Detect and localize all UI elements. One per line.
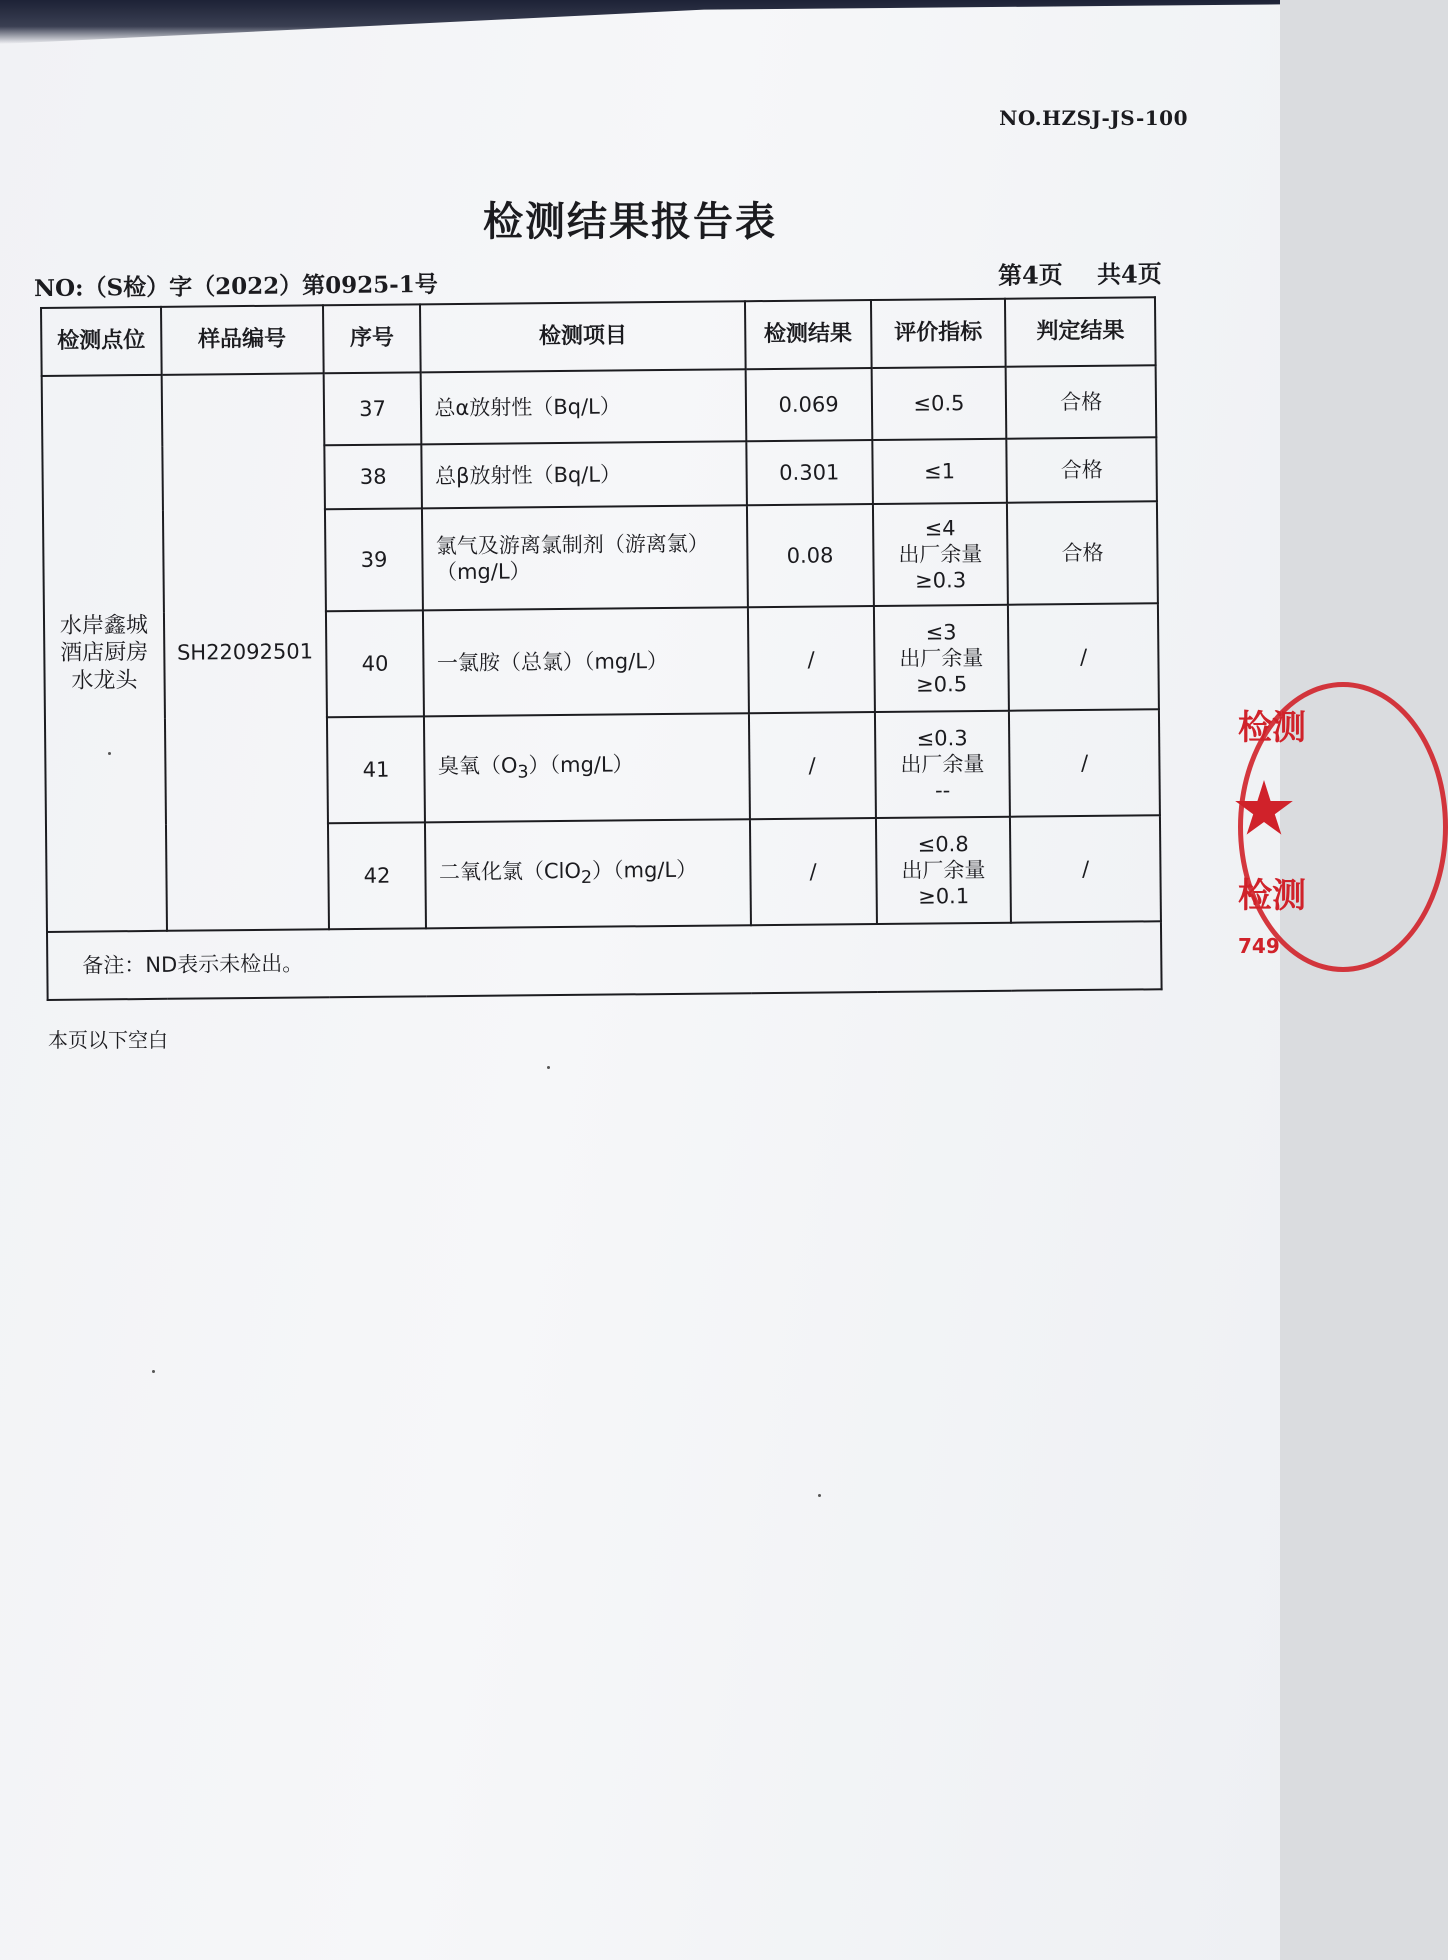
paper-speck [818, 1494, 821, 1497]
criteria-line: 出厂余量 [898, 541, 983, 567]
location-line: 水龙头 [71, 667, 138, 694]
page-total: 共4页 [1097, 259, 1163, 289]
seal-number: 749 [1238, 934, 1280, 958]
row-no: 42 [328, 822, 427, 929]
item-text: 臭氧（O [437, 753, 518, 779]
row-criteria: ≤0.5 [871, 367, 1006, 440]
row-result: 0.069 [745, 368, 871, 441]
header-location: 检测点位 [41, 307, 161, 376]
criteria-line: ≥0.5 [916, 672, 968, 697]
item-text: ）（mg/L） [591, 857, 698, 883]
criteria-line: ≤4 [924, 515, 956, 541]
document-id-code: NO.HZSJ-JS-100 [999, 106, 1188, 130]
page-current: 第4页 [998, 260, 1064, 290]
row-result: / [749, 712, 876, 819]
criteria-line: ≤0.8 [917, 831, 969, 857]
location-line: 酒店厨房 [60, 640, 149, 667]
row-item: 总β放射性（Bq/L） [422, 441, 747, 508]
row-result: 0.08 [747, 504, 874, 607]
results-table-container [40, 296, 1163, 1001]
row-result: 0.301 [746, 440, 872, 505]
row-criteria [873, 503, 1009, 606]
item-line: （mg/L） [435, 559, 531, 585]
row-judgement: 合格 [1007, 501, 1158, 604]
header-test-item: 检测项目 [420, 301, 745, 372]
row-criteria: ≤1 [872, 439, 1007, 504]
row-judgement: / [1010, 815, 1161, 922]
report-number: NO:（S检）字（2022）第0925-1号 [33, 270, 438, 303]
row-no: 41 [327, 716, 426, 823]
row-item: 一氯胺（总氯）（mg/L） [423, 607, 748, 716]
header-result: 检测结果 [745, 300, 871, 369]
criteria-line: ≥0.3 [915, 568, 967, 593]
results-table [40, 296, 1163, 1001]
table-header-row [41, 297, 1156, 376]
row-no: 38 [324, 444, 422, 509]
row-no: 40 [326, 610, 425, 717]
row-judgement: 合格 [1007, 437, 1157, 502]
row-no: 39 [325, 508, 424, 611]
sample-id: SH22092501 [161, 373, 328, 931]
seal-text-top: 检测 [1238, 708, 1306, 748]
paper-speck [547, 1066, 550, 1069]
row-item [422, 505, 747, 610]
item-text: 二氧化氯（ClO [438, 858, 582, 885]
row-criteria [875, 711, 1011, 818]
paper-speck [152, 1370, 155, 1373]
blank-below-note: 本页以下空白 [48, 1028, 168, 1052]
criteria-line: ≥0.1 [918, 884, 970, 909]
header-seq: 序号 [323, 304, 421, 373]
row-criteria [876, 817, 1012, 924]
row-judgement: / [1009, 709, 1160, 816]
row-no: 37 [323, 372, 421, 445]
criteria-line: 出厂余量 [900, 751, 985, 777]
row-result: / [750, 818, 877, 925]
header-sample-id: 样品编号 [161, 305, 324, 375]
row-item: 总α放射性（Bq/L） [421, 369, 746, 444]
criteria-line: ≤3 [925, 619, 957, 645]
item-subscript: 3 [517, 762, 529, 783]
inspection-seal [1238, 672, 1306, 972]
note-row [47, 921, 1162, 1000]
criteria-line: 出厂余量 [899, 645, 984, 671]
header-criteria: 评价指标 [871, 299, 1006, 368]
location-line: 水岸鑫城 [59, 612, 149, 639]
sampling-location [42, 375, 167, 932]
item-text: ）（mg/L） [528, 752, 634, 778]
table-row [42, 365, 1157, 448]
item-line: 氯气及游离氯制剂（游离氯） [435, 531, 709, 558]
item-subscript: 2 [580, 867, 593, 888]
criteria-line: -- [934, 778, 951, 803]
remark: 备注：ND表示未检出。 [47, 921, 1162, 1000]
row-criteria [873, 605, 1009, 712]
criteria-line: 出厂余量 [901, 857, 986, 883]
row-item [425, 819, 750, 928]
row-item [424, 713, 749, 822]
paper-speck [108, 752, 111, 755]
seal-text-mid: 检测 [1238, 876, 1306, 916]
document-title: 检测结果报告表 [483, 198, 777, 245]
header-judgement: 判定结果 [1005, 297, 1155, 366]
row-judgement: / [1008, 603, 1159, 710]
criteria-line: ≤0.3 [916, 725, 968, 751]
row-judgement: 合格 [1006, 365, 1156, 438]
row-result: / [748, 606, 875, 713]
page-indicator [998, 254, 1162, 291]
